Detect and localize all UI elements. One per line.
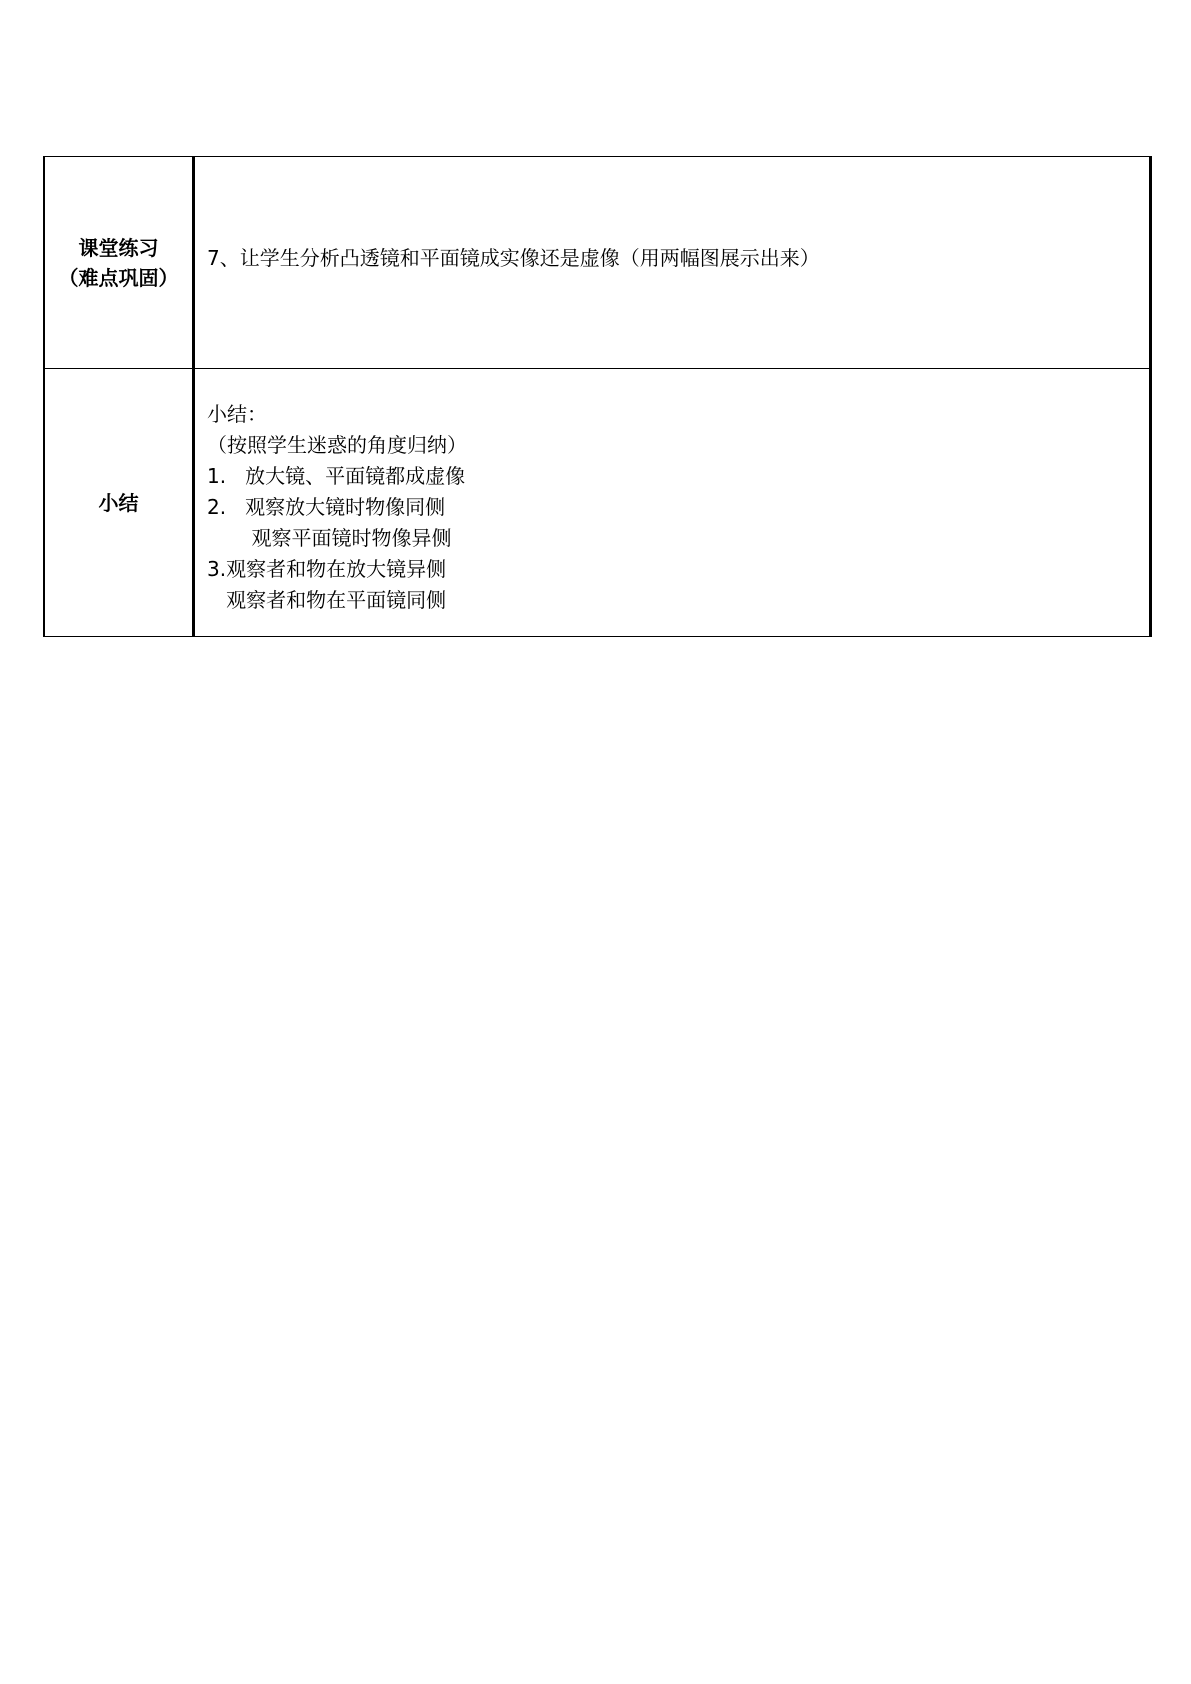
label-difficulty-consolidation: （难点巩固）	[58, 265, 179, 290]
table-row-summary	[44, 369, 1151, 637]
label-classroom-practice: 课堂练习	[78, 235, 159, 260]
summary-heading: 小结：	[207, 402, 267, 426]
table-row-classroom-practice	[44, 157, 1151, 369]
summary-point-1: 1. 放大镜、平面镜都成虚像	[207, 464, 466, 488]
summary-point-2b: 观察平面镜时物像异侧	[207, 526, 452, 550]
label-summary: 小结	[98, 490, 139, 515]
lesson-plan-table	[43, 156, 1152, 637]
summary-point-3b: 观察者和物在平面镜同侧	[207, 588, 447, 612]
summary-point-2a: 2. 观察放大镜时物像同侧	[207, 495, 446, 519]
content-cell-summary	[194, 369, 1151, 637]
summary-point-3a: 3.观察者和物在放大镜异侧	[207, 557, 447, 581]
content-cell-classroom-practice	[194, 157, 1151, 369]
summary-note: （按照学生迷惑的角度归纳）	[207, 433, 467, 457]
label-cell-classroom-practice	[44, 157, 194, 369]
practice-item-7: 7、让学生分析凸透镜和平面镜成实像还是虚像（用两幅图展示出来）	[207, 246, 820, 270]
label-cell-summary	[44, 369, 194, 637]
